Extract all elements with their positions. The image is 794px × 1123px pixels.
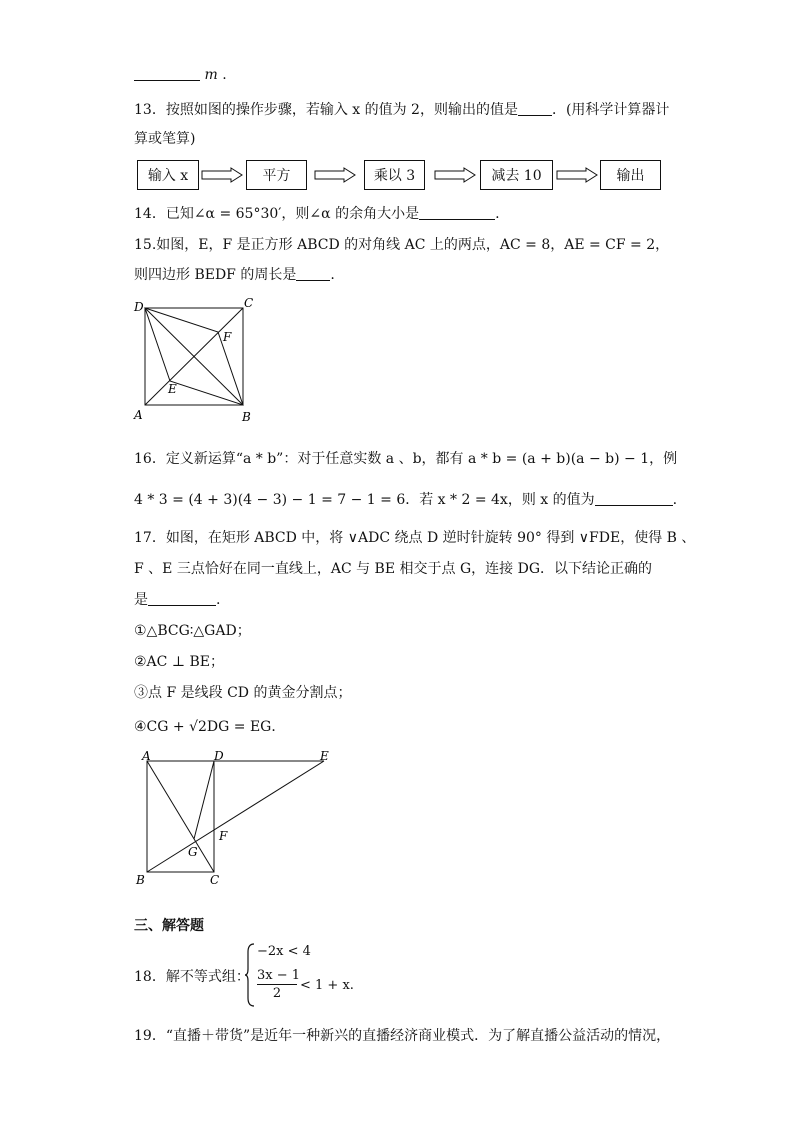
answer-blank bbox=[134, 66, 200, 81]
q17-line2: F 、E 三点恰好在同一直线上，AC 与 BE 相交于点 G，连接 DG．以下结论正确的 bbox=[134, 561, 653, 577]
q16-line1: 16．定义新运算“a * b”：对于任意实数 a 、b，都有 a * b = (a + b)(a − b) − 1，例 bbox=[134, 451, 678, 467]
label-a: A bbox=[134, 408, 143, 422]
label-b: B bbox=[242, 410, 251, 424]
unit: m bbox=[204, 67, 218, 83]
period: . bbox=[222, 67, 227, 83]
label-b: B bbox=[136, 873, 145, 887]
answer-blank bbox=[148, 591, 216, 606]
label-d: D bbox=[134, 300, 144, 314]
q17-option-4: ④CG + √2DG = EG． bbox=[134, 719, 286, 735]
flow-arrow-icon bbox=[556, 167, 598, 183]
period: . bbox=[672, 492, 678, 508]
q18-prefix: 18．解不等式组： bbox=[134, 969, 250, 985]
q13-text2: ．(用科学计算器计 bbox=[551, 102, 670, 118]
answer-blank bbox=[595, 491, 673, 506]
q15-line1: 15.如图，E，F 是正方形 ABCD 的对角线 AC 上的两点，AC = 8，AE = CF = 2， bbox=[134, 237, 670, 253]
q18-ineq1: −2x < 4 bbox=[257, 944, 311, 959]
flow-subtract-box: 减去 10 bbox=[480, 160, 553, 190]
flow-arrow-icon bbox=[314, 167, 356, 183]
q13-line2: 算或笔算) bbox=[134, 131, 196, 147]
answer-blank bbox=[419, 205, 495, 220]
left-brace-icon bbox=[244, 942, 256, 1008]
label-e: E bbox=[168, 382, 177, 396]
q14-text: 14．已知∠α = 65°30′，则∠α 的余角大小是 bbox=[134, 206, 420, 222]
q17-option-2: ②AC ⊥ BE； bbox=[134, 654, 224, 670]
section-title: 三、解答题 bbox=[134, 918, 204, 934]
q19-line: 19．“直播＋带货”是近年一种新兴的直播经济商业模式．为了解直播公益活动的情况， bbox=[134, 1028, 671, 1044]
q16-line2 bbox=[134, 489, 677, 509]
period: . bbox=[495, 206, 500, 222]
rectangle-figure bbox=[132, 750, 342, 890]
flow-square-box: 平方 bbox=[246, 160, 307, 190]
denominator: 2 bbox=[272, 986, 282, 1001]
flow-input-box: 输入 x bbox=[137, 160, 199, 190]
flow-arrow-icon bbox=[434, 167, 476, 183]
q15-line2 bbox=[134, 264, 335, 284]
q15-text: 则四边形 BEDF 的周长是 bbox=[134, 267, 297, 283]
label-c: C bbox=[244, 296, 254, 310]
q13-line1 bbox=[134, 99, 669, 119]
label-c: C bbox=[210, 873, 220, 887]
q13-text: 13．按照如图的操作步骤，若输入 x 的值为 2，则输出的值是 bbox=[134, 102, 518, 118]
answer-blank bbox=[296, 266, 330, 281]
answer-blank bbox=[518, 101, 552, 116]
q16-text: 4 * 3 = (4 + 3)(4 − 3) − 1 = 7 − 1 = 6．若 x * 2 = 4x，则 x 的值为 bbox=[134, 492, 595, 508]
q17-line1: 17．如图，在矩形 ABCD 中，将 ∨ADC 绕点 D 逆时针旋转 90° 得到 ∨FDE，使得 B 、 bbox=[134, 530, 696, 546]
q14-line bbox=[134, 203, 500, 223]
rhs-text: < 1 + x bbox=[300, 978, 350, 993]
q17-text: 是 bbox=[134, 592, 148, 608]
label-f: F bbox=[219, 829, 228, 843]
q18-rhs bbox=[300, 978, 354, 993]
q18-fraction bbox=[257, 968, 301, 1001]
period: . bbox=[330, 267, 335, 283]
square-figure bbox=[130, 295, 260, 425]
label-a: A bbox=[142, 750, 151, 763]
flow-arrow-icon bbox=[201, 167, 243, 183]
period: . bbox=[349, 978, 354, 993]
flow-multiply-box: 乘以 3 bbox=[364, 160, 425, 190]
flow-output-box: 输出 bbox=[600, 160, 661, 190]
label-f: F bbox=[223, 330, 232, 344]
q17-option-1: ①△BCG∶△GAD； bbox=[134, 623, 251, 639]
q17-line3 bbox=[134, 589, 220, 609]
q12-tail bbox=[134, 66, 227, 83]
numerator: 3x − 1 bbox=[257, 968, 301, 983]
fraction-bar bbox=[257, 984, 297, 985]
label-g: G bbox=[188, 845, 198, 859]
label-e: E bbox=[320, 750, 329, 763]
q17-option-3: ③点 F 是线段 CD 的黄金分割点； bbox=[134, 685, 352, 701]
label-d: D bbox=[214, 750, 224, 763]
period: . bbox=[216, 592, 221, 608]
